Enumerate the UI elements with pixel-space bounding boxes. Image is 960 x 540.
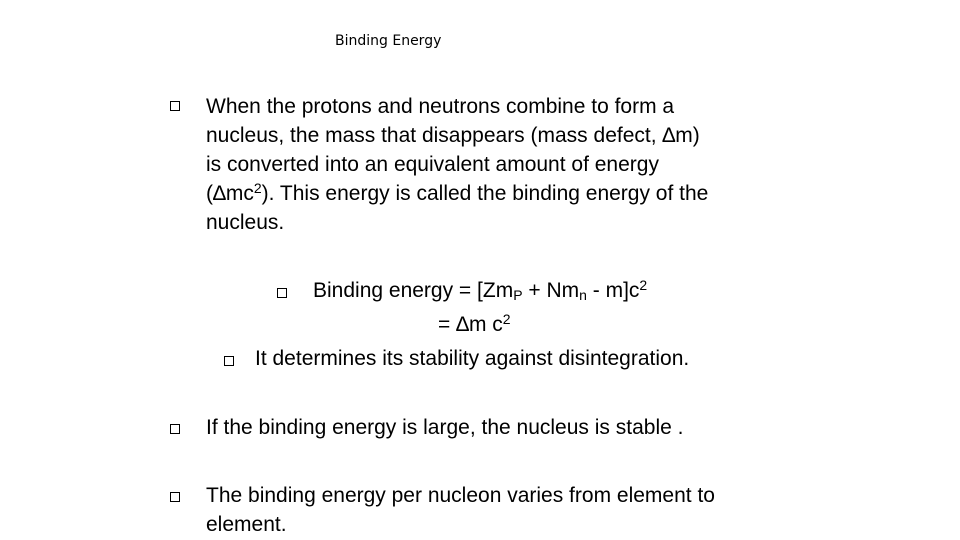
empty-square-bullet-icon <box>170 101 180 111</box>
empty-square-bullet-icon <box>170 492 180 502</box>
subscript: P <box>513 287 523 303</box>
para-line: When the protons and neutrons combine to form a <box>206 95 675 118</box>
subscript: n <box>579 287 587 303</box>
para-line: is converted into an equivalent amount of energy <box>206 153 659 176</box>
binding-energy-per-nucleon-line1: The binding energy per nucleon varies from element to <box>206 484 715 507</box>
formula-text: Binding energy = [Zm <box>313 279 514 302</box>
slide-title: Binding Energy <box>335 33 442 49</box>
empty-square-bullet-icon <box>170 424 180 434</box>
formula-text: + Nm <box>522 279 580 302</box>
empty-square-bullet-icon <box>224 356 234 366</box>
para-text: (∆mc <box>206 182 254 205</box>
binding-energy-formula <box>313 276 647 305</box>
para-line: nucleus, the mass that disappears (mass defect, ∆m) <box>206 124 700 147</box>
superscript: 2 <box>502 311 511 327</box>
para-line: nucleus. <box>206 211 285 234</box>
stability-condition-text: If the binding energy is large, the nucleus is stable . <box>206 416 684 439</box>
stability-text: It determines its stability against disintegration. <box>255 347 690 370</box>
formula-text: = ∆m c <box>438 313 503 336</box>
formula-text: - m]c <box>586 279 640 302</box>
binding-energy-formula-2 <box>438 310 511 339</box>
para-line <box>206 179 806 208</box>
superscript: 2 <box>253 180 262 196</box>
paragraph-mass-defect <box>206 92 806 237</box>
empty-square-bullet-icon <box>277 288 287 298</box>
para-text: ). This energy is called the binding energy of the <box>261 182 709 205</box>
binding-energy-per-nucleon-line2: element. <box>206 513 287 536</box>
superscript: 2 <box>639 277 648 293</box>
